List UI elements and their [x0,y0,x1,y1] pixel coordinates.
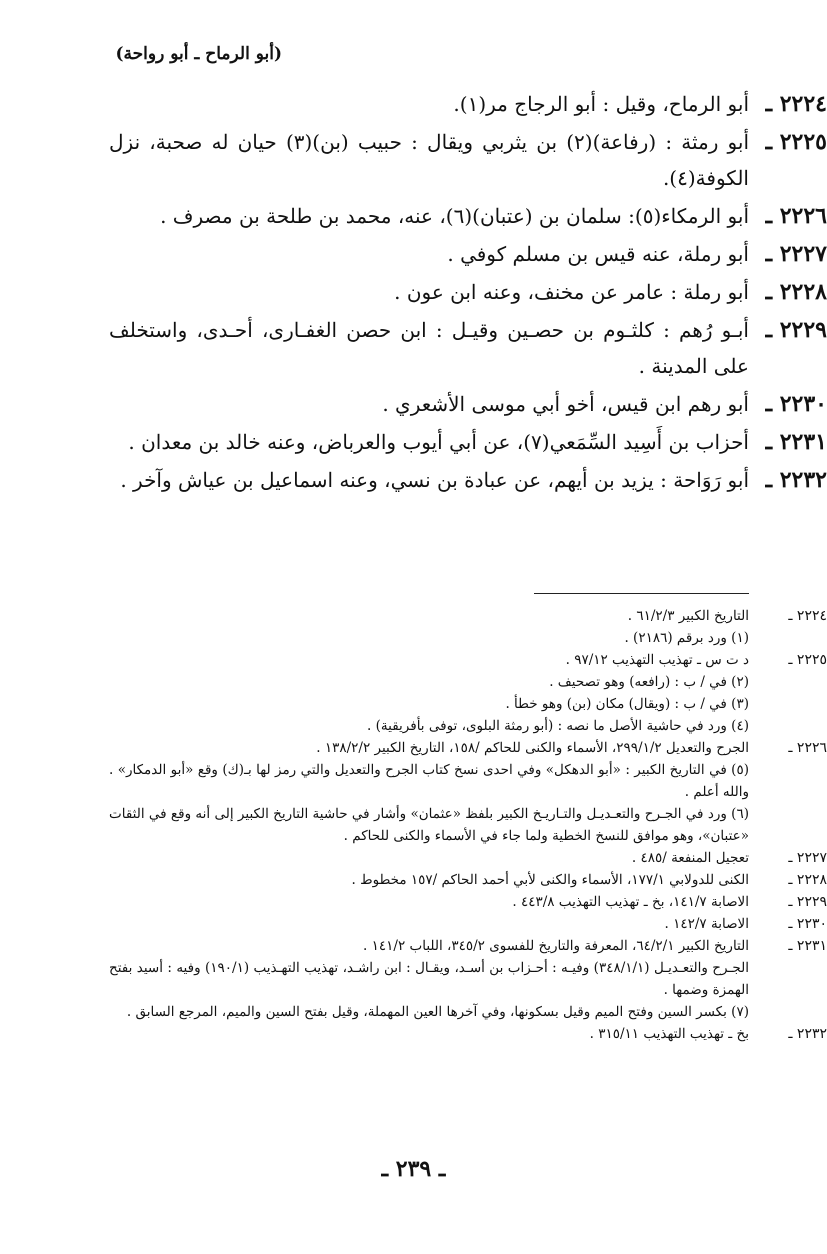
entry-2228 [109,274,827,310]
note-2232 [109,1023,827,1045]
note-number: ٢٢٢٨ ـ [788,872,827,888]
note-2225 [109,649,827,737]
note-2227 [109,847,827,869]
note-line: د ت س ـ تهذيب التهذيب ٩٧/١٢ . [565,652,749,668]
note-number: ٢٢٢٧ ـ [788,850,827,866]
entry-text: أبو رهم ابن قيس، أخو أبي موسى الأشعري . [382,392,749,416]
entry-number: ٢٢٣٢ ـ [765,467,827,493]
entry-number: ٢٢٢٤ ـ [765,91,827,117]
header-title: (أبو الرماح ـ أبو رواحة) [115,44,282,64]
entry-number: ٢٢٢٦ ـ [765,203,827,229]
note-number: ٢٢٢٩ ـ [788,894,827,910]
entry-2227 [109,236,827,272]
note-2231 [109,935,827,1023]
note-number: ٢٢٢٤ ـ [788,608,827,624]
entry-2224 [109,86,827,122]
entry-number: ٢٢٣٠ ـ [765,391,827,417]
entry-2229 [109,312,827,384]
entry-text: أبو رَوَاحة : يزيد بن أيهم، عن عبادة بن نسي، وعنه اسماعيل بن عياش وآخر . [120,468,749,492]
note-2228 [109,869,827,891]
note-line: الجرح والتعديل ٢٩٩/١/٢، الأسماء والكنى للحاكم /١٥٨، التاريخ الكبير ١٣٨/٢/٢ . [316,740,749,756]
note-2229 [109,891,827,913]
note-number: ٢٢٣٢ ـ [788,1026,827,1042]
note-line: الكنى للدولابي ١٧٧/١، الأسماء والكنى لأبي أحمد الحاكم /١٥٧ مخطوط . [351,872,749,888]
page-number: ـ ٢٣٩ ـ [381,1156,446,1182]
entry-number: ٢٢٢٧ ـ [765,241,827,267]
note-2230 [109,913,827,935]
note-line: (٥) في التاريخ الكبير : «أبو الدهكل» وفي احدى نسخ كتاب الجرح والتعديل والتي رمز لها بـ(ك) وقع «أبو الدمكار» . والله أعلم . [109,762,749,800]
note-line: (١) ورد برقم (٢١٨٦) . [624,630,749,646]
entry-2231 [109,424,827,460]
note-line: (٢) في / ب : (رافعه) وهو تصحيف . [549,674,749,690]
note-line: الاصابة ١٤٢/٧ . [664,916,749,932]
entry-2225 [109,124,827,196]
entry-number: ٢٢٢٩ ـ [765,317,827,343]
entry-text: أبو الرماح، وقيل : أبو الرجاج مر(١). [453,92,749,116]
entry-text: أبو رملة، عنه قيس بن مسلم كوفي . [447,242,749,266]
entry-text: أبو رملة : عامر عن مخنف، وعنه ابن عون . [394,280,749,304]
note-line: (٧) بكسر السين وفتح الميم وقيل بسكونها، وفي آخرها العين المهملة، وقيل بفتح السين والميم، المرجع السابق . [126,1004,749,1020]
note-line: التاريخ الكبير ٦١/٢/٣ . [627,608,749,624]
entry-number: ٢٢٢٥ ـ [765,129,827,155]
note-line: الجـرح والتعـديـل (٣٤٨/١/١) وفيـه : أحـزاب بن أسـد، ويقـال : ابن راشـد، تهذيب التهـذيب (١٩٠/١) وفيه : أسيد بفتح الهمزة وضمها . [109,960,749,998]
entry-text: أبـو رُهم : كلثـوم بن حصـين وقيـل : ابن حصن الغفـارى، أحـدى، واستخلف على المدينة . [109,318,749,378]
entry-text: أحزاب بن أَسِيد السِّمَعي(٧)، عن أبي أيوب والعرباض، وعنه خالد بن معدان . [128,430,749,454]
note-line: (٦) ورد في الجـرح والتعـديـل والتـاريـخ الكبير بلفظ «عثمان» وأشار في حاشية التاريخ الكبير إلى أنه وقع في الثقات «عتبان»، وهو موافق للنسخ الخطية ولما جاء في الأسماء والكنى للحاكم . [109,806,749,844]
note-number: ٢٢٢٥ ـ [788,652,827,668]
note-2224 [109,605,827,649]
entry-text: أبو رمثة : (رفاعة)(٢) بن يثربي ويقال : حبيب (بن)(٣) حيان له صحبة، نزل الكوفة(٤). [109,130,749,190]
note-number: ٢٢٣٠ ـ [788,916,827,932]
footnote-divider [534,593,749,594]
note-2226 [109,737,827,847]
note-line: (٤) ورد في حاشية الأصل ما نصه : (أبو رمثة البلوى، توفى بأفريقية) . [367,718,749,734]
note-line: تعجيل المنفعة /٤٨٥ . [631,850,749,866]
note-line: التاريخ الكبير ٦٤/٢/١، المعرفة والتاريخ للفسوى ٣٤٥/٢، اللباب ١٤١/٢ . [363,938,749,954]
entry-text: أبو الرمكاء(٥): سلمان بن (عتبان)(٦)، عنه، محمد بن طلحة بن مصرف . [160,204,749,228]
entries-list [109,86,827,500]
entry-2232 [109,462,827,498]
note-line: (٣) في / ب : (ويقال) مكان (بن) وهو خطأ . [505,696,749,712]
note-line: الاصابة ١٤١/٧، بخ ـ تهذيب التهذيب ٤٤٣/٨ . [512,894,749,910]
note-number: ٢٢٢٦ ـ [788,740,827,756]
entry-number: ٢٢٣١ ـ [765,429,827,455]
footnotes [109,605,827,1045]
entry-2226 [109,198,827,234]
note-number: ٢٢٣١ ـ [788,938,827,954]
note-line: بخ ـ تهذيب التهذيب ٣١٥/١١ . [589,1026,749,1042]
entry-number: ٢٢٢٨ ـ [765,279,827,305]
entry-2230 [109,386,827,422]
